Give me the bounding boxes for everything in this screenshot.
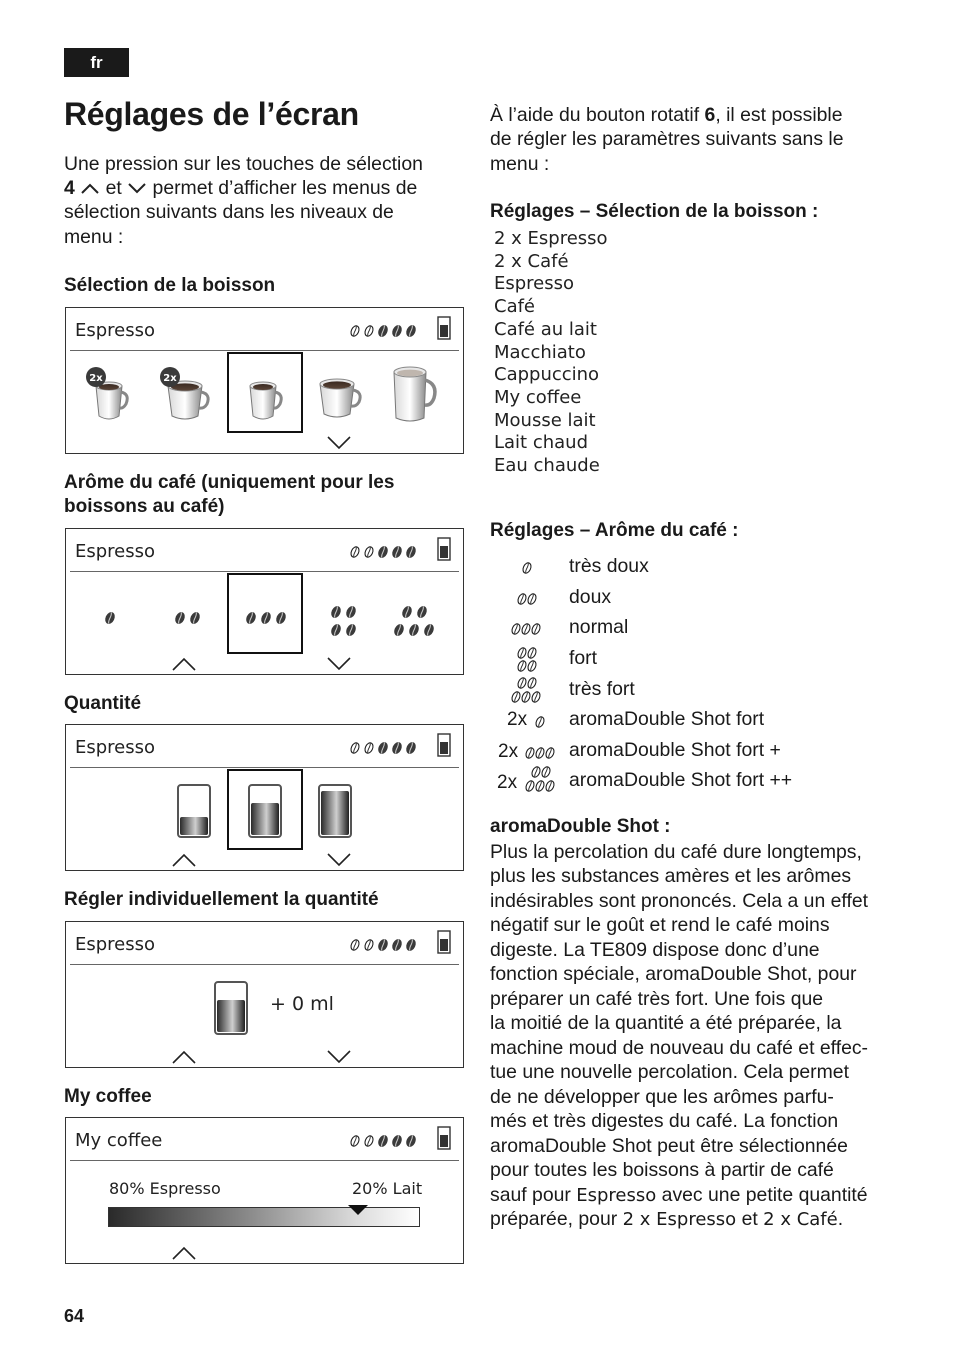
- rotary-knob-number: 6: [704, 104, 716, 126]
- display-divider: [70, 964, 459, 965]
- aroma-very-mild-icon: [494, 552, 566, 582]
- chevron-up-icon: [172, 1050, 196, 1064]
- key-number-4: 4: [64, 177, 75, 199]
- paragraph-line: pour toutes les boissons à partir de café: [490, 1159, 834, 1181]
- right-intro-line-3: menu :: [490, 153, 550, 175]
- coffee-icon: [312, 370, 370, 426]
- heading-individual-quantity: Régler individuellement la quantité: [64, 889, 379, 910]
- heading-aroma-settings: Réglages – Arôme du café :: [490, 520, 739, 541]
- heading-aroma-line-2: boissons au café): [64, 496, 225, 517]
- paragraph-text: .: [837, 1208, 844, 1230]
- aroma-label: fort: [569, 647, 598, 669]
- paragraph-text: avec une petite quantité: [661, 1184, 868, 1206]
- list-item: My coffee: [494, 386, 582, 408]
- aroma-row-strong: [494, 644, 824, 674]
- paragraph-line: préparer un café très fort. Une fois que: [490, 988, 824, 1010]
- aroma-prefix: 2x: [497, 772, 518, 793]
- intro-line-3: sélection suivants dans les niveaux de: [64, 201, 394, 223]
- display-aroma: [65, 528, 464, 675]
- display-quantity: [65, 724, 464, 871]
- intro-line-4: menu :: [64, 226, 124, 248]
- aroma-mild-icon: [168, 605, 208, 631]
- chevron-up-icon: [80, 181, 100, 195]
- intro-line-2-rest: permet d’afficher les menus de: [152, 177, 418, 199]
- aroma-very-mild-icon: [98, 605, 122, 631]
- paragraph-line: [490, 1183, 868, 1208]
- milk-share-label: 20% Lait: [352, 1179, 423, 1198]
- aroma-very-strong-icon: [388, 601, 446, 641]
- cup-size-icon: [437, 537, 451, 561]
- paragraph-line: tue une nouvelle percolation. Cela permet: [490, 1061, 849, 1083]
- aroma-double-shot-strong-icon: [494, 705, 566, 735]
- aroma-normal-icon: [494, 613, 566, 643]
- aroma-prefix: 2x: [498, 741, 519, 762]
- paragraph-line: plus les substances amères et les arômes: [490, 865, 852, 887]
- paragraph-line: digeste. La TE809 dispose donc d’une: [490, 939, 820, 961]
- list-item: Espresso: [494, 273, 575, 295]
- list-item: Lait chaud: [494, 432, 589, 454]
- double-coffee-icon: [158, 364, 218, 426]
- chevron-down-icon: [327, 853, 351, 867]
- heading-drink-settings: Réglages – Sélection de la boisson :: [490, 201, 819, 222]
- espresso-icon: [240, 374, 292, 426]
- heading-drink-selection: Sélection de la boisson: [64, 275, 276, 296]
- heading-aroma-line-1: Arôme du café (uniquement pour les: [64, 472, 395, 493]
- list-item: Café: [494, 296, 536, 318]
- chevron-up-icon: [172, 657, 196, 671]
- svg-text:2x: 2x: [89, 373, 103, 384]
- paragraph-line: machine moud de nouveau du café et effec-: [490, 1037, 869, 1059]
- quantity-glass-icon: [213, 980, 249, 1036]
- intro-line-1: Une pression sur les touches de sélection: [64, 153, 423, 175]
- aroma-label: très fort: [569, 678, 635, 700]
- display-my-coffee: [65, 1117, 464, 1264]
- right-intro-line-1: [490, 103, 843, 127]
- aroma-label: aromaDouble Shot fort ++: [569, 769, 793, 791]
- cup-size-icon: [437, 316, 451, 340]
- paragraph-line: aromaDouble Shot peut être sélectionnée: [490, 1135, 848, 1157]
- heading-my-coffee: My coffee: [64, 1086, 152, 1107]
- paragraph-line: més et très digestes du café. La fonction: [490, 1110, 839, 1132]
- list-item: Café au lait: [494, 318, 597, 340]
- display-drink-selection: [65, 307, 464, 454]
- aroma-label: doux: [569, 586, 612, 608]
- paragraph-line: indésirables sont prononcés. Cela a un effet: [490, 890, 869, 912]
- double-espresso-icon: [84, 364, 140, 426]
- list-item: 2 x Café: [494, 250, 569, 272]
- svg-text:2x: 2x: [163, 373, 177, 384]
- paragraph-line: la moitié de la quantité a été préparée, la: [490, 1012, 842, 1034]
- aroma-double-shot-strong-plus-icon: [494, 736, 566, 766]
- heading-quantity: Quantité: [64, 693, 142, 714]
- aroma-label: très doux: [569, 555, 649, 577]
- paragraph-text: sauf pour: [490, 1184, 571, 1206]
- cup-size-icon: [437, 1126, 451, 1150]
- display-title: My coffee: [75, 1130, 163, 1151]
- aroma-label: aromaDouble Shot fort: [569, 708, 765, 730]
- ratio-slider[interactable]: [108, 1207, 420, 1227]
- chevron-down-icon: [327, 657, 351, 671]
- aroma-very-strong-icon: [494, 675, 566, 705]
- display-individual-quantity: [65, 921, 464, 1068]
- amount-adjustment: + 0 ml: [270, 993, 334, 1015]
- aroma-label: normal: [569, 616, 629, 638]
- paragraph-text: et: [741, 1208, 758, 1230]
- drink-name: 2 x Espresso: [622, 1209, 737, 1230]
- list-item: 2 x Espresso: [494, 228, 608, 249]
- chevron-down-icon: [127, 181, 147, 195]
- intro-line-2: [64, 176, 417, 200]
- right-intro-text-end: , il est possible: [715, 104, 843, 126]
- list-item: Cappuccino: [494, 364, 600, 386]
- drink-name: 2 x Café: [763, 1209, 838, 1230]
- aroma-row-double-shot-strong-plus-plus: [494, 766, 824, 796]
- cafe-au-lait-icon: [386, 360, 442, 428]
- aroma-mild-icon: [494, 583, 566, 613]
- cup-size-icon: [437, 930, 451, 954]
- quantity-large-icon: [317, 783, 353, 839]
- ratio-marker[interactable]: [348, 1205, 368, 1216]
- aroma-row-double-shot-strong-plus: [494, 736, 824, 766]
- aroma-strong-icon: [324, 601, 364, 641]
- aroma-normal-icon: [240, 605, 292, 631]
- list-item: Macchiato: [494, 341, 586, 363]
- paragraph-line: Plus la percolation du café dure longtemps,: [490, 841, 862, 863]
- aroma-double-shot-strong-plus-plus-icon: [494, 766, 566, 796]
- aroma-strong-icon: [494, 644, 566, 674]
- cup-size-icon: [437, 733, 451, 757]
- page-title: Réglages de l’écran: [64, 96, 359, 132]
- aroma-row-double-shot-strong: [494, 705, 824, 735]
- aroma-row-very-mild: [494, 552, 824, 582]
- drink-name: Espresso: [576, 1185, 657, 1206]
- list-item: Eau chaude: [494, 455, 600, 477]
- display-title: Espresso: [75, 737, 156, 758]
- right-intro-line-2: de régler les paramètres suivants sans le: [490, 128, 844, 150]
- espresso-share-label: 80% Espresso: [109, 1179, 221, 1198]
- aroma-label: aromaDouble Shot fort +: [569, 739, 781, 761]
- right-intro-text: À l’aide du bouton rotatif: [490, 104, 700, 126]
- display-title: Espresso: [75, 934, 156, 955]
- paragraph-line: négatif sur le goût et rend le café moins: [490, 914, 830, 936]
- language-tag: fr: [64, 48, 129, 77]
- paragraph-line: fonction spéciale, aromaDouble Shot, pour: [490, 963, 857, 985]
- drink-list: [494, 228, 608, 478]
- paragraph-line: de ne développer que les arômes parfu-: [490, 1086, 834, 1108]
- heading-aroma-double-shot: aromaDouble Shot :: [490, 816, 671, 837]
- paragraph-line: [490, 1207, 843, 1232]
- chevron-down-icon: [327, 436, 351, 450]
- list-item: Mousse lait: [494, 409, 596, 431]
- aroma-row-very-strong: [494, 675, 824, 705]
- quantity-medium-icon: [247, 783, 283, 839]
- chevron-down-icon: [327, 1050, 351, 1064]
- quantity-small-icon: [176, 783, 212, 839]
- chevron-up-icon: [172, 1246, 196, 1260]
- aroma-prefix: 2x: [507, 709, 528, 730]
- chevron-up-icon: [172, 853, 196, 867]
- intro-and: et: [105, 177, 122, 199]
- aroma-row-mild: [494, 583, 824, 613]
- display-title: Espresso: [75, 541, 156, 562]
- display-divider: [70, 1160, 459, 1161]
- page-number: 64: [64, 1306, 85, 1326]
- aroma-row-normal: [494, 613, 824, 643]
- paragraph-text: préparée, pour: [490, 1208, 618, 1230]
- display-title: Espresso: [75, 320, 156, 341]
